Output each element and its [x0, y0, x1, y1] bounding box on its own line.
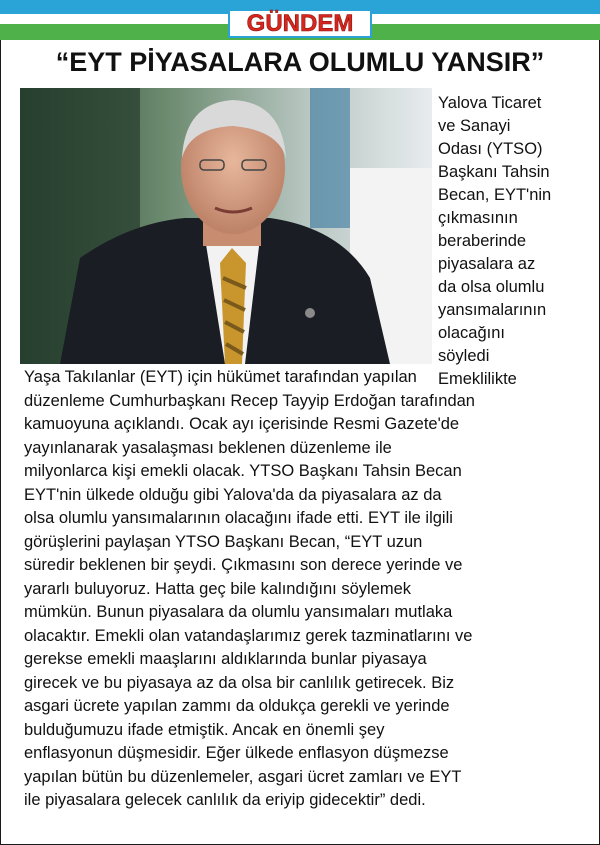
side-line: ve Sanayi	[438, 117, 511, 135]
article-headline: “EYT PİYASALARA OLUMLU YANSIR”	[55, 47, 545, 77]
body-line: gerekse emekli maaşlarını aldıklarında bunlar piyasaya	[24, 650, 427, 668]
side-line: Başkanı Tahsin	[438, 163, 550, 181]
body-line: milyonlarca kişi emekli olacak. YTSO Başkanı Tahsin Becan	[24, 462, 462, 480]
body-line: yayınlanarak yasalaşması beklenen düzenleme ile	[24, 438, 392, 457]
side-line: söyledi	[438, 347, 490, 365]
body-line: yararlı buluyoruz. Hatta geç bile kalındığını söylemek	[24, 579, 412, 598]
body-line: süredir beklenen bir şeydi. Çıkmasını son derece yerinde ve	[24, 556, 463, 574]
body-line: girecek ve bu piyasaya az da olsa bir canlılık getirecek. Biz	[24, 673, 455, 692]
body-line: kamuoyuna açıklandı. Ocak ayı içerisinde Resmi Gazete'de	[24, 415, 460, 433]
side-line: Emeklilikte	[438, 370, 517, 388]
body-line: asgari ücrete yapılan zammı da oldukça gerekli ve yerinde	[24, 697, 450, 715]
side-line: piyasalara az	[438, 255, 536, 273]
side-line: Odası (YTSO)	[438, 140, 543, 158]
section-tag	[228, 9, 372, 38]
body-line: ile piyasalara gelecek canlılık da eriyip gidecektir” dedi.	[24, 791, 426, 809]
side-line: Yalova Ticaret	[438, 94, 542, 112]
body-line: yapılan bütün bu düzenlemeler, asgari ücret zamları ve EYT	[24, 767, 462, 786]
body-line: enflasyonun düşmesidir. Eğer ülkede enflasyon düşmezse	[24, 744, 449, 762]
article-photo	[20, 88, 432, 364]
body-line: Yaşa Takılanlar (EYT) için hükümet tarafından yapılan	[24, 368, 417, 386]
body-line: olsa olumlu yansımalarının olacağını ifade etti. EYT ile ilgili	[24, 509, 453, 527]
side-line: beraberinde	[438, 232, 527, 250]
article-side-column	[438, 92, 588, 391]
side-line: Becan, EYT'nin	[438, 186, 552, 204]
photo-illustration	[20, 88, 432, 364]
side-line: olacağını	[438, 324, 505, 342]
article-body	[24, 366, 584, 813]
body-line: bulduğumuzu ifade etmiştik. Ancak en önemli şey	[24, 720, 385, 739]
body-line: düzenleme Cumhurbaşkanı Recep Tayyip Erdoğan tarafından	[24, 391, 475, 410]
body-line: görüşlerini paylaşan YTSO Başkanı Becan, “EYT uzun	[24, 532, 423, 551]
side-line: yansımalarının	[438, 301, 547, 319]
side-line: da olsa olumlu	[438, 278, 545, 296]
body-line: mümkün. Bunun piyasalara da olumlu yansımaları mutlaka	[24, 603, 453, 621]
section-title: GÜNDEM	[246, 9, 354, 37]
side-line: çıkmasının	[438, 209, 518, 227]
section-banner	[0, 0, 600, 44]
body-line: olacaktır. Emekli olan vatandaşlarımız gerek tazminatlarını ve	[24, 626, 473, 645]
body-line: EYT'nin ülkede olduğu gibi Yalova'da da piyasalara az da	[24, 485, 442, 504]
